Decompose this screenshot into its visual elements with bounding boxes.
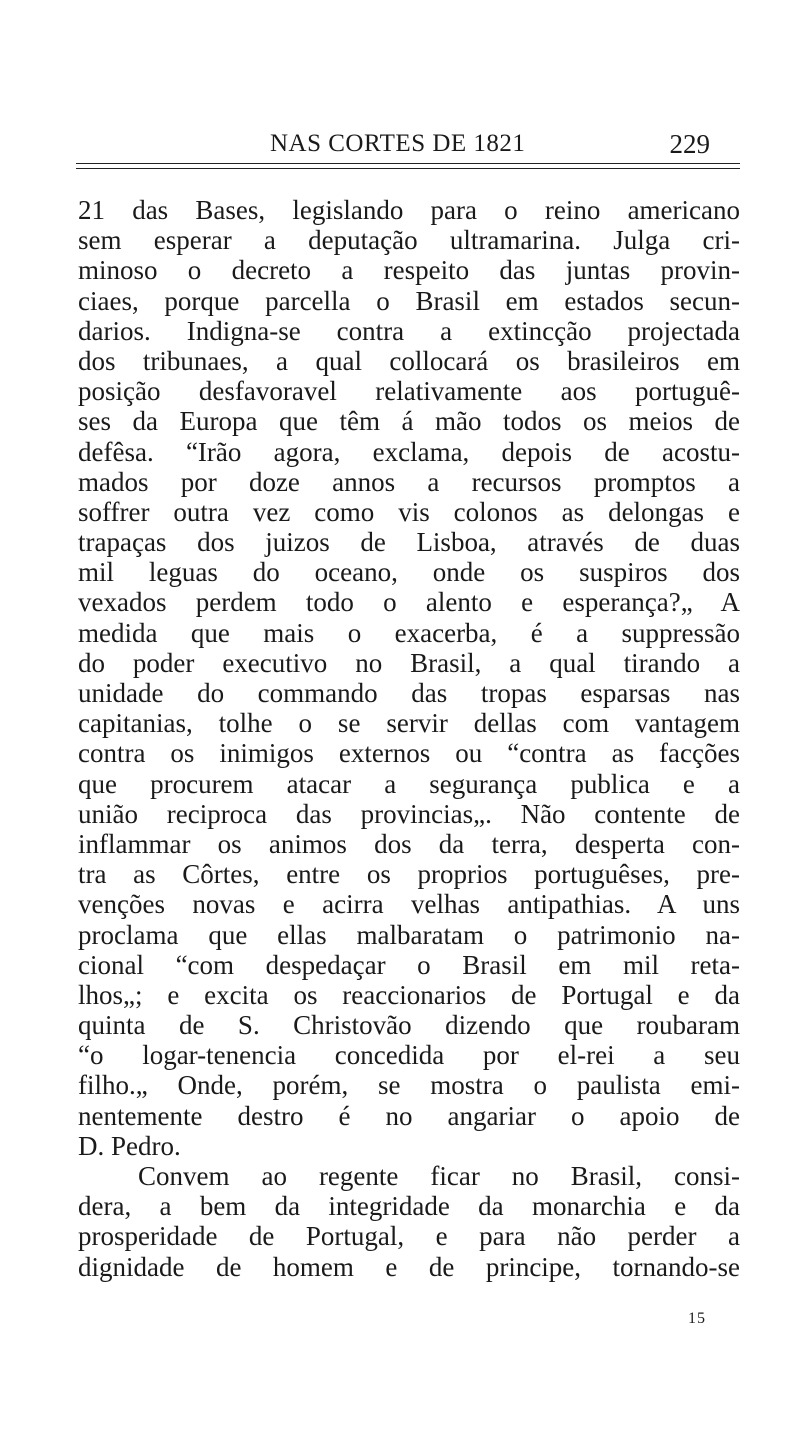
- text-line: inflammar os animos dos da terra, desperta con-: [78, 828, 740, 859]
- text-line: união reciproca das provincias„. Não contente de: [78, 798, 740, 829]
- text-line: defêsa. “Irão agora, exclama, depois de acostu-: [78, 436, 740, 467]
- text-line: cional “com despedaçar o Brasil em mil reta-: [78, 949, 740, 980]
- text-line: quinta de S. Christovão dizendo que roubaram: [78, 1010, 740, 1041]
- text-line: do poder executivo no Brasil, a qual tirando a: [78, 647, 740, 678]
- text-line: dos tribunaes, a qual collocará os brasileiros em: [78, 345, 740, 376]
- text-line: unidade do commando das tropas esparsas nas: [78, 678, 740, 708]
- text-line: ciaes, porque parcella o Brasil em estados secun-: [78, 285, 740, 316]
- text-line: 21 das Bases, legislando para o reino americano: [78, 195, 740, 225]
- header-rule-top: [76, 163, 740, 164]
- text-line: medida que mais o exacerba, é a suppressão: [78, 617, 740, 648]
- text-line: ses da Europa que têm á mão todos os meios de: [78, 406, 740, 437]
- signature-mark: 15: [688, 1310, 706, 1327]
- text-line: dignidade de homem e de principe, tornando-se: [78, 1251, 740, 1282]
- text-line: proclama que ellas malbaratam o patrimonio na-: [78, 919, 740, 950]
- text-line: lhos„; e excita os reaccionarios de Portugal e da: [78, 979, 740, 1010]
- text-line: capitanias, tolhe o se servir dellas com vantagem: [78, 708, 740, 739]
- text-line: soffrer outra vez como vis colonos as delongas e: [78, 496, 740, 527]
- header-rule-bottom: [76, 168, 740, 169]
- text-line: D. Pedro.: [78, 1130, 181, 1161]
- text-line: mil leguas do oceano, onde os suspiros dos: [78, 557, 740, 588]
- text-line: mados por doze annos a recursos promptos a: [78, 466, 740, 497]
- text-line: contra os inimigos externos ou “contra as facções: [78, 738, 740, 769]
- text-line: vexados perdem todo o alento e esperança?„ A: [78, 587, 740, 618]
- running-title: NAS CORTES DE 1821: [270, 130, 526, 157]
- text-line: Convem ao regente ficar no Brasil, consi-: [138, 1161, 740, 1191]
- text-line: darios. Indigna-se contra a extincção projectada: [78, 315, 740, 346]
- body-text: [78, 195, 740, 1282]
- text-line: que procurem atacar a segurança publica e a: [78, 768, 740, 799]
- text-line: tra as Côrtes, entre os proprios portuguêses, pre-: [78, 859, 740, 890]
- text-line: filho.„ Onde, porém, se mostra o paulista emi-: [78, 1070, 740, 1101]
- running-head: [78, 126, 740, 162]
- text-line: venções novas e acirra velhas antipathias. A uns: [78, 889, 740, 920]
- text-line: dera, a bem da integridade da monarchia e da: [78, 1191, 740, 1222]
- text-line: prosperidade de Portugal, e para não perder a: [78, 1221, 740, 1252]
- text-line: “o logar-tenencia concedida por el-rei a seu: [78, 1040, 740, 1071]
- text-line: minoso o decreto a respeito das juntas provin-: [78, 255, 740, 286]
- text-line: trapaças dos juizos de Lisboa, através de duas: [78, 527, 740, 558]
- page-number: 229: [669, 129, 710, 159]
- text-line: sem esperar a deputação ultramarina. Julga cri-: [78, 225, 740, 256]
- text-line: posição desfavoravel relativamente aos portuguê-: [78, 376, 740, 407]
- text-line: nentemente destro é no angariar o apoio de: [78, 1100, 740, 1131]
